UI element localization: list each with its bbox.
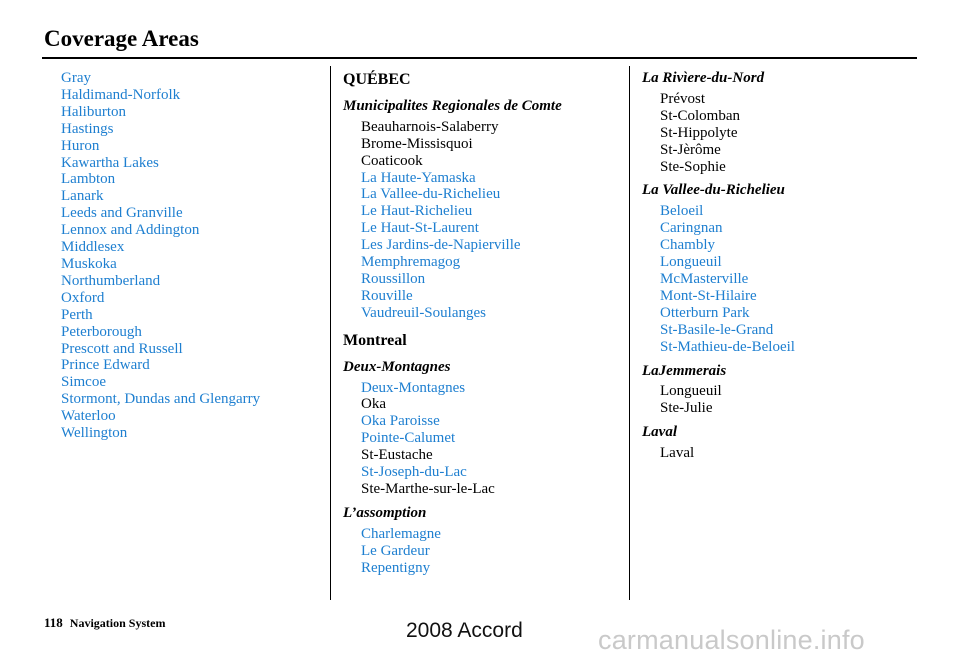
place-link[interactable]: Longueuil [660,254,722,271]
place-link[interactable]: Waterloo [61,408,116,425]
province-heading: QUÉBEC [343,71,411,88]
place-link[interactable]: Repentigny [361,559,431,576]
title-divider [42,57,917,59]
subregion-heading: Municipalites Regionales de Comte [343,97,562,114]
place-link[interactable]: Mont-St-Hilaire [660,287,757,304]
column-quebec [343,70,562,576]
place-link[interactable]: Pointe-Calumet [361,430,456,447]
place-link[interactable]: Deux-Montagnes [361,379,466,396]
place-link[interactable]: Oxford [61,289,105,306]
place-name: Prévost [660,90,705,107]
place-link[interactable]: Gray [61,70,91,86]
place-name: St-Eustache [361,447,433,464]
place-link[interactable]: St-Mathieu-de-Beloeil [660,338,795,355]
place-link[interactable]: Haliburton [61,103,126,120]
place-link[interactable]: Prescott and Russell [61,340,183,357]
column-quebec-continued [642,70,795,462]
subregion-heading: LaJemmerais [642,362,727,379]
place-name: Beauharnois-Salaberry [361,118,499,135]
place-name: Coaticook [361,152,423,169]
place-link[interactable]: Leeds and Granville [61,205,183,222]
place-link[interactable]: Northumberland [61,272,161,289]
region-heading: Montreal [343,331,407,349]
place-link[interactable]: Haldimand-Norfolk [61,86,181,103]
subregion-list [343,526,562,577]
place-link[interactable]: Rouville [361,287,413,304]
place-link[interactable]: Lambton [61,171,116,188]
place-link[interactable]: Les Jardins-de-Napierville [361,237,521,254]
place-link[interactable]: St-Basile-le-Grand [660,321,774,338]
page-footer [44,615,165,631]
page-number: 118 [44,615,63,630]
place-link[interactable]: Chambly [660,237,715,254]
subregion-heading: Laval [642,424,677,441]
place-link[interactable]: Roussillon [361,270,426,287]
place-link[interactable]: Le Haut-Richelieu [361,203,473,220]
section-name: Navigation System [69,616,166,630]
subregion-list [343,119,562,322]
place-link[interactable]: Lennox and Addington [61,222,200,239]
place-link[interactable]: Vaudreuil-Soulanges [361,304,486,321]
model-watermark: 2008 Accord [406,619,523,642]
place-link[interactable]: Middlesex [61,239,125,256]
place-link[interactable]: Oka Paroisse [361,413,440,430]
place-name: Oka [361,396,386,413]
place-link[interactable]: Le Haut-St-Laurent [361,220,479,237]
place-link[interactable]: Kawartha Lakes [61,154,159,171]
subregion-list [642,383,795,417]
column-divider-left [330,66,331,600]
place-link[interactable]: La Haute-Yamaska [361,169,476,186]
place-name: Brome-Missisquoi [361,135,473,152]
place-link[interactable]: Caringnan [660,220,723,237]
place-name: Ste-Marthe-sur-le-Lac [361,480,495,497]
place-name: Ste-Sophie [660,158,726,175]
place-name: Laval [660,445,695,462]
place-name: St-Jèrôme [660,141,721,158]
subregion-heading: La Vallee-du-Richelieu [642,182,785,199]
subregion-heading: La Rivìere-du-Nord [642,70,765,86]
subregion-heading: Deux-Montagnes [343,358,451,375]
place-link[interactable]: Stormont, Dundas and Glengarry [61,391,261,408]
page-title: Coverage Areas [44,26,199,51]
place-link[interactable]: McMasterville [660,270,749,287]
subregion-list [642,445,795,462]
place-link[interactable]: Memphremagog [361,254,461,271]
place-link[interactable]: Otterburn Park [660,304,750,321]
place-link[interactable]: Le Gardeur [361,542,430,559]
place-link[interactable]: Huron [61,137,100,154]
column-ontario-counties [61,70,260,442]
place-link[interactable]: La Vallee-du-Richelieu [361,186,501,203]
place-link[interactable]: Beloeil [660,203,704,220]
subregion-list [343,380,562,498]
place-link[interactable]: Simcoe [61,374,106,391]
column-divider-right [629,66,630,600]
subregion-list [642,91,795,176]
place-link[interactable]: Wellington [61,425,128,442]
subregion-heading: L’assomption [343,504,427,521]
site-watermark: carmanualsonline.info [598,625,865,655]
place-name: St-Colomban [660,107,741,124]
place-link[interactable]: Hastings [61,120,114,137]
place-link[interactable]: Perth [61,306,93,323]
place-link[interactable]: St-Joseph-du-Lac [361,464,467,481]
place-link[interactable]: Prince Edward [61,357,150,374]
place-name: Ste-Julie [660,400,713,417]
place-name: Longueuil [660,383,722,400]
place-link[interactable]: Charlemagne [361,525,441,542]
place-name: St-Hippolyte [660,124,738,141]
place-link[interactable]: Muskoka [61,255,117,272]
place-link[interactable]: Peterborough [61,323,142,340]
place-link[interactable]: Lanark [61,188,104,205]
subregion-list [642,203,795,355]
